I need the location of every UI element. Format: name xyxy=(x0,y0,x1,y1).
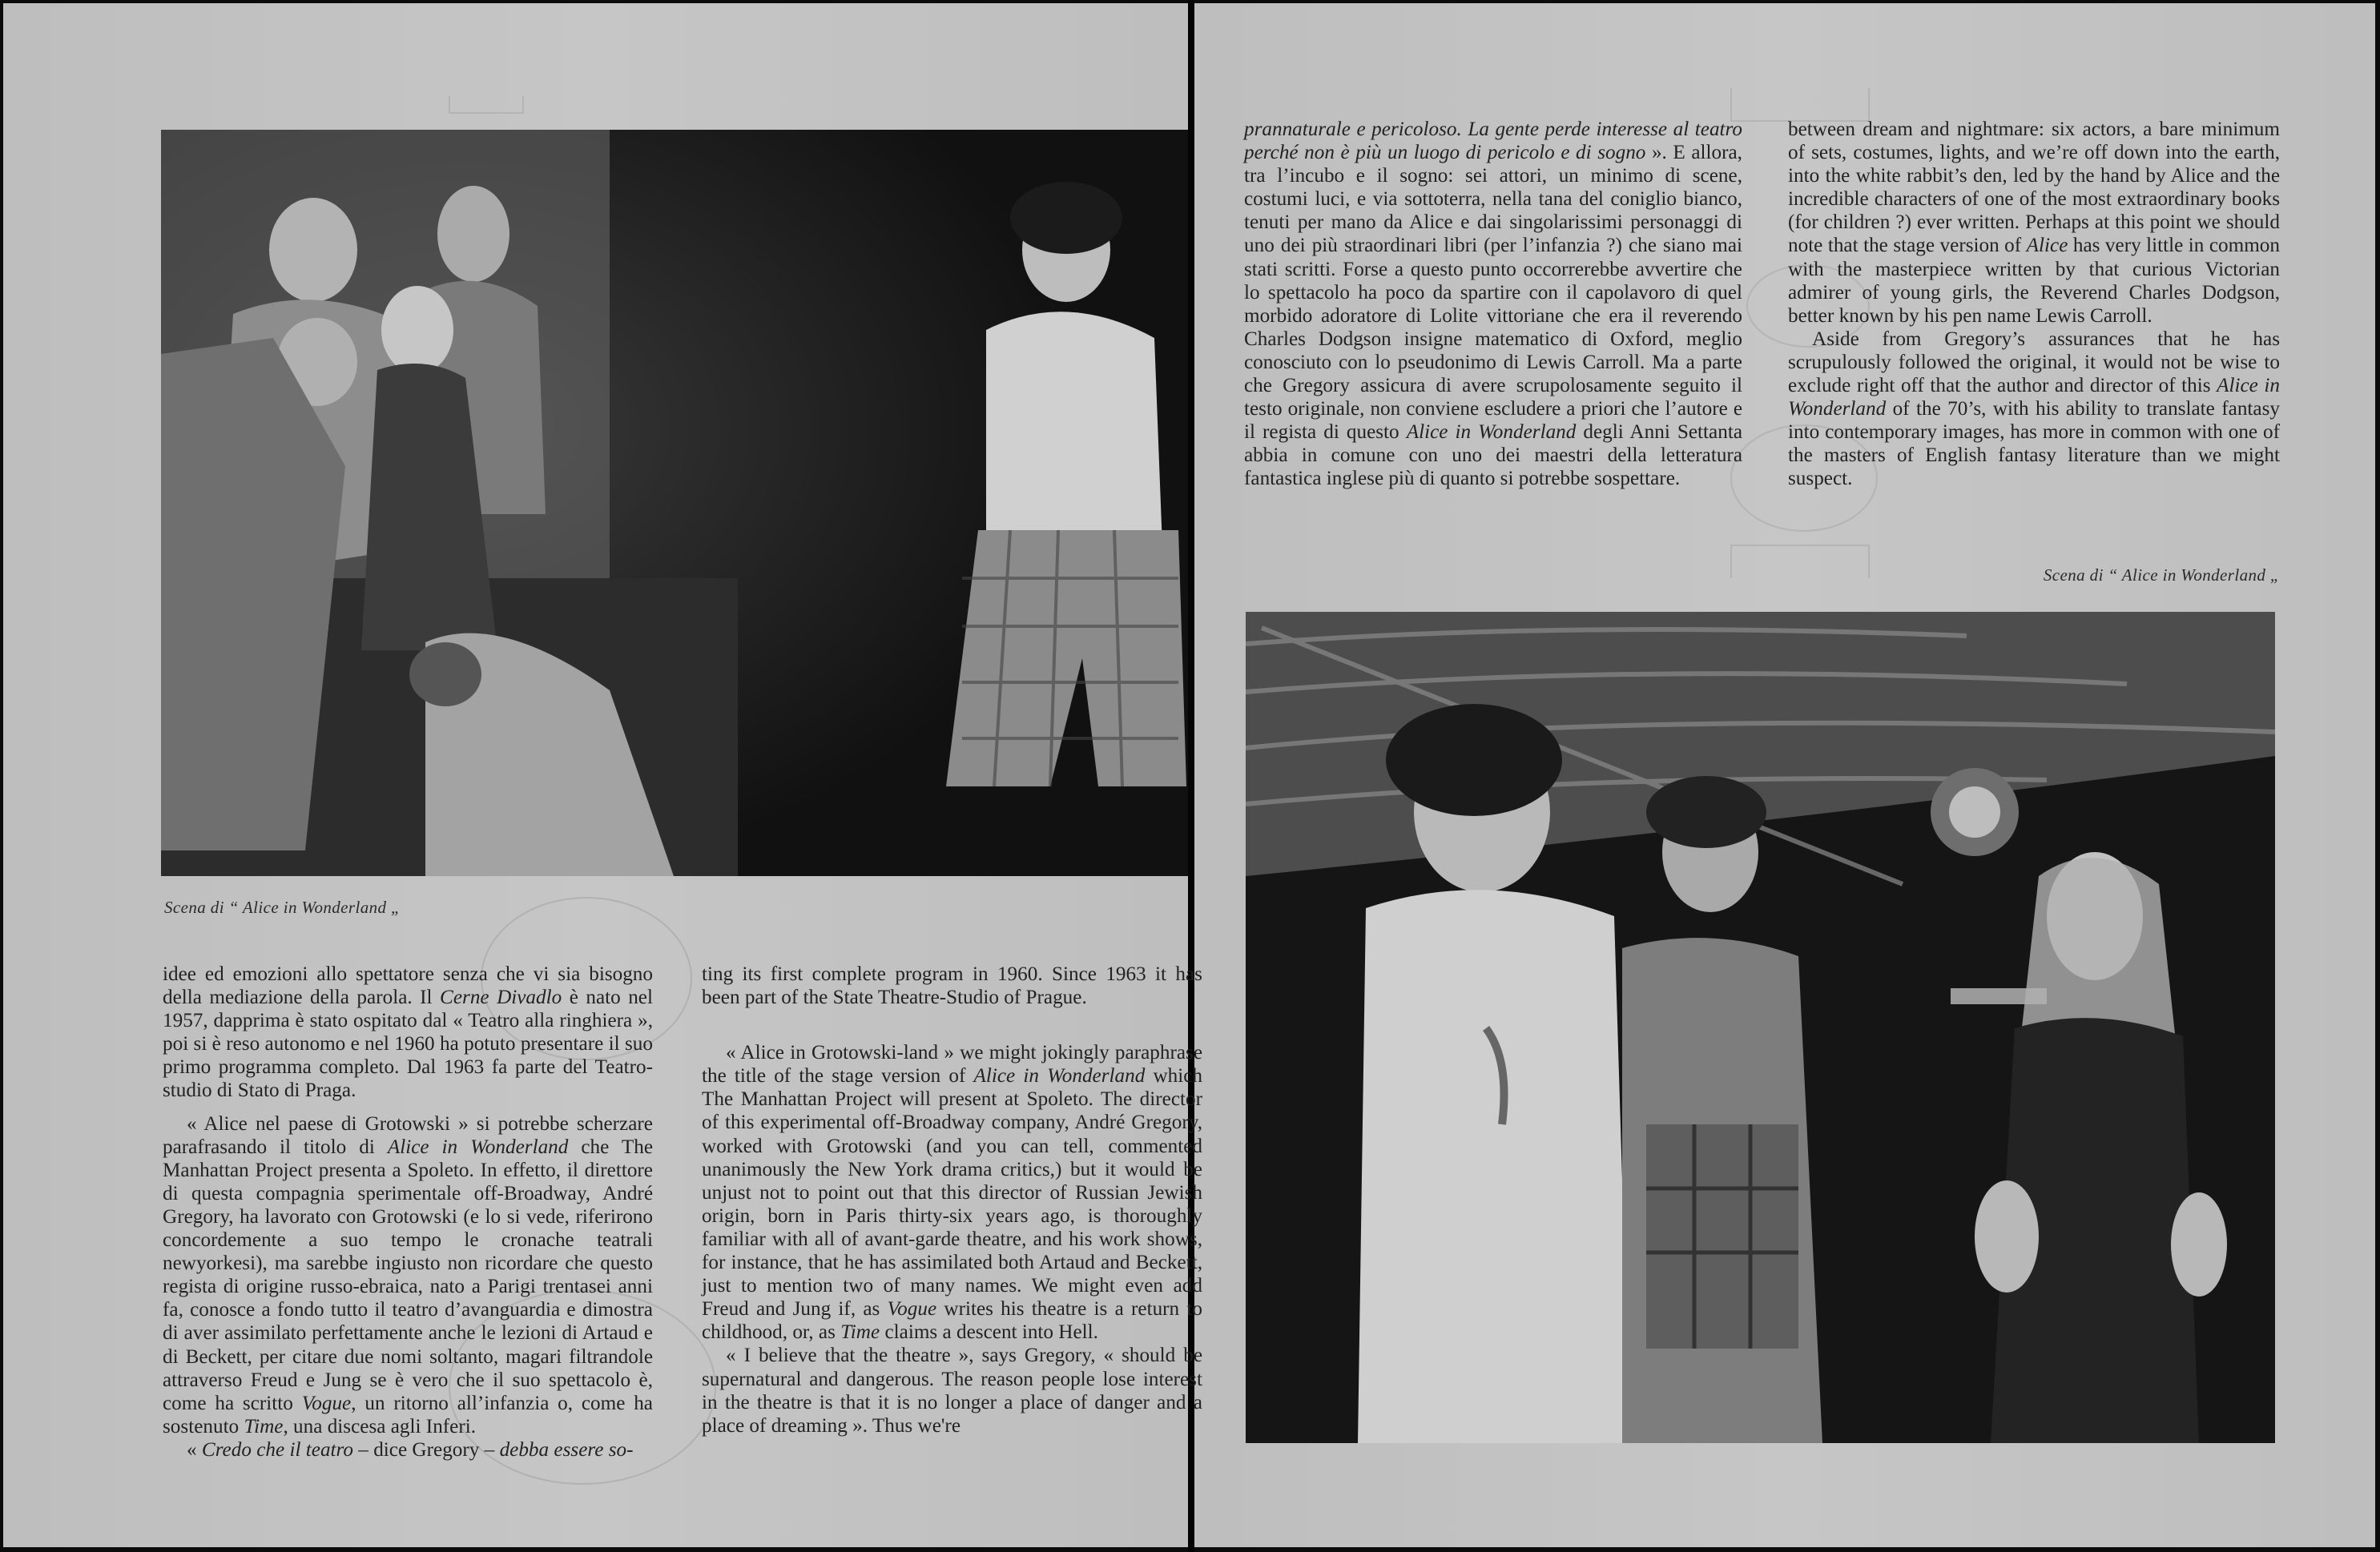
italian-text-column-right xyxy=(1244,118,1742,491)
text-segment: claims a descent into Hell. xyxy=(880,1321,1098,1344)
paragraph xyxy=(163,1438,653,1462)
italic-text-segment: Cerne Divadlo xyxy=(440,987,562,1009)
italian-text-column-left xyxy=(163,963,653,1462)
text-segment: è nato nel 1957, dapprima è stato ospitato dal « Teatro alla ringhiera », poi si è reso autonomo e nel 1960 ha potuto presentare il suo primo programma completo. Dal 1963 fa parte del Teatro-studio di Stato di Praga. xyxy=(163,987,653,1102)
italic-text-segment: prannaturale e pericoloso. La gente perde interesse al teatro perché non è più un luogo di pericolo e di sogno xyxy=(1244,119,1742,164)
paragraph xyxy=(702,1041,1202,1344)
italic-text-segment: Vogue xyxy=(887,1298,937,1321)
paragraph xyxy=(163,963,653,1103)
paragraph xyxy=(163,1112,653,1438)
text-segment: – dice Gregory – xyxy=(353,1438,500,1461)
italic-text-segment: Alice in Wonderland xyxy=(1788,375,2280,420)
paragraph xyxy=(1244,118,1742,491)
text-segment: between dream and nightmare: six actors, a bare minimum of sets, costumes, lights, and we’re off down into the earth, into the white rabbit’s den, led by the hand by Alice and the incredible characters of one of the most extraordinary books (for children ?) ever written. Perhaps at this point we should note that the stage version of xyxy=(1788,119,2280,257)
paragraph xyxy=(1788,118,2280,328)
stage-photo-left xyxy=(161,130,1188,876)
text-segment: « Alice nel paese di Grotowski » si potrebbe scherzare parafrasando il titolo di xyxy=(163,1112,653,1158)
paragraph xyxy=(702,963,1202,1009)
photo-caption-left: Scena di “ Alice in Wonderland „ xyxy=(164,898,401,917)
italic-text-segment: debba essere so- xyxy=(499,1438,634,1461)
text-segment: , una discesa agli Inferi. xyxy=(283,1415,477,1437)
english-text-column-right xyxy=(1788,118,2280,491)
italic-text-segment: Alice in Wonderland xyxy=(973,1065,1146,1088)
stage-scene-illustration xyxy=(161,130,1188,876)
photo-caption-right: Scena di “ Alice in Wonderland „ xyxy=(2043,565,2280,585)
italic-text-segment: Time xyxy=(244,1415,284,1437)
italic-text-segment: Alice in Wonderland xyxy=(1406,421,1577,444)
text-segment: ». E allora, tra l’incubo e il sogno: sei attori, un minimo di scene, costumi luci, e via sottoterra, nella tana del coniglio bianco, tenuti per mano da Alice e dai singolarissimi personaggi di uno dei più straordinari libri (per l’infanzia ?) che siano mai stati scritti. Forse a questo punto occorrerebbe avvertire che lo spettacolo ha poco da spartire con il capolavoro di quel morbido adoratore di Lolite vittoriane che era il reverendo Charles Dodgson insigne matematico di Oxford, meglio conosciuto con lo pseudonimo di Lewis Carroll. Ma a parte che Gregory assicura di avere scrupolosamente seguito il testo originale, non conviene escludere a priori che l’autore e il regista di questo xyxy=(1244,142,1742,444)
text-segment: « xyxy=(187,1438,202,1461)
text-segment: degli Anni Settanta abbia in comune con uno dei maestri della letteratura fantastica inglese più di quanto si potrebbe sospettare. xyxy=(1244,421,1742,490)
text-segment: writes his theatre is a return to childhood, or, as xyxy=(702,1298,1202,1344)
text-segment: Aside from Gregory’s assurances that he has scrupulously followed the original, it would not be wise to exclude right off that the author and director of this xyxy=(1788,328,2280,397)
three-actors-illustration xyxy=(1246,612,2275,1443)
paragraph xyxy=(702,1344,1202,1437)
text-segment: ting its first complete program in 1960. Since 1963 it has been part of the State Theatre-Studio of Prague. xyxy=(702,963,1202,1009)
english-text-column-left-clip xyxy=(702,963,1202,1491)
text-segment: has very little in common with the masterpiece written by that curious Victorian admirer of young girls, the Reverend Charles Dodgson, better known by his pen name Lewis Carroll. xyxy=(1788,235,2280,327)
text-segment: , un ritorno all’infanzia o, come ha sostenuto xyxy=(163,1392,653,1437)
paragraph xyxy=(1788,328,2280,491)
text-segment: which The Manhattan Project will present at Spoleto. The director of this experimental off-Broadway company, André Gregory, worked with Grotowski (and you can tell, commented unanimously the New York drama critics,) but it would be unjust not to point out that this director of Russian Jewish origin, born in Paris thirty-six years ago, is thoroughly familiar with all of avant-garde theatre, and his work shows, for instance, that he has assimilated both Artaud and Beckett, just to mention two of many names. We might even add Freud and Jung if, as xyxy=(702,1065,1202,1321)
text-segment: « I believe that the theatre », says Gregory, « should be supernatural and dangerous. The reason people lose interest in the theatre is that it is no longer a place of danger and a place of dreaming ». Thus we're xyxy=(702,1345,1202,1437)
text-segment: che The Manhattan Project presenta a Spoleto. In effetto, il direttore di questa compagnia sperimentale off-Broadway, André Gregory, ha lavorato con Grotowski (e lo si vede, riferirono concordemente a suo tempo le cronache teatrali newyorkesi), ma sarebbe ingiusto non ricordare che questo regista di origine russo-ebraica, nato a Parigi trentasei anni fa, conosce a fondo tutto il teatro d’avanguardia e dimostra di aver assimilato perfettamente anche le lezioni di Artaud e di Beckett, per citare due nomi soltanto, magari filtrandole attraverso Freud e Jung se è vero che il suo spettacolo è, come ha scritto xyxy=(163,1136,654,1414)
italic-text-segment: Alice xyxy=(2026,235,2068,257)
italic-text-segment: Time xyxy=(840,1321,880,1344)
text-segment: of the 70’s, with his ability to translate fantasy into contemporary images, has more in common with one of the masters of English fantasy literature than we might suspect. xyxy=(1788,398,2280,490)
stage-photo-right xyxy=(1246,612,2275,1443)
italic-text-segment: Vogue xyxy=(301,1392,352,1414)
italic-text-segment: Alice in Wonderland xyxy=(387,1136,569,1158)
italic-text-segment: Credo che il teatro xyxy=(201,1438,353,1461)
text-segment: idee ed emozioni allo spettatore senza che vi sia bisogno della mediazione della parola. Il xyxy=(163,963,653,1009)
english-text-column-left xyxy=(702,963,1202,1437)
text-segment: « Alice in Grotowski-land » we might jokingly paraphrase the title of the stage version of xyxy=(702,1042,1202,1088)
